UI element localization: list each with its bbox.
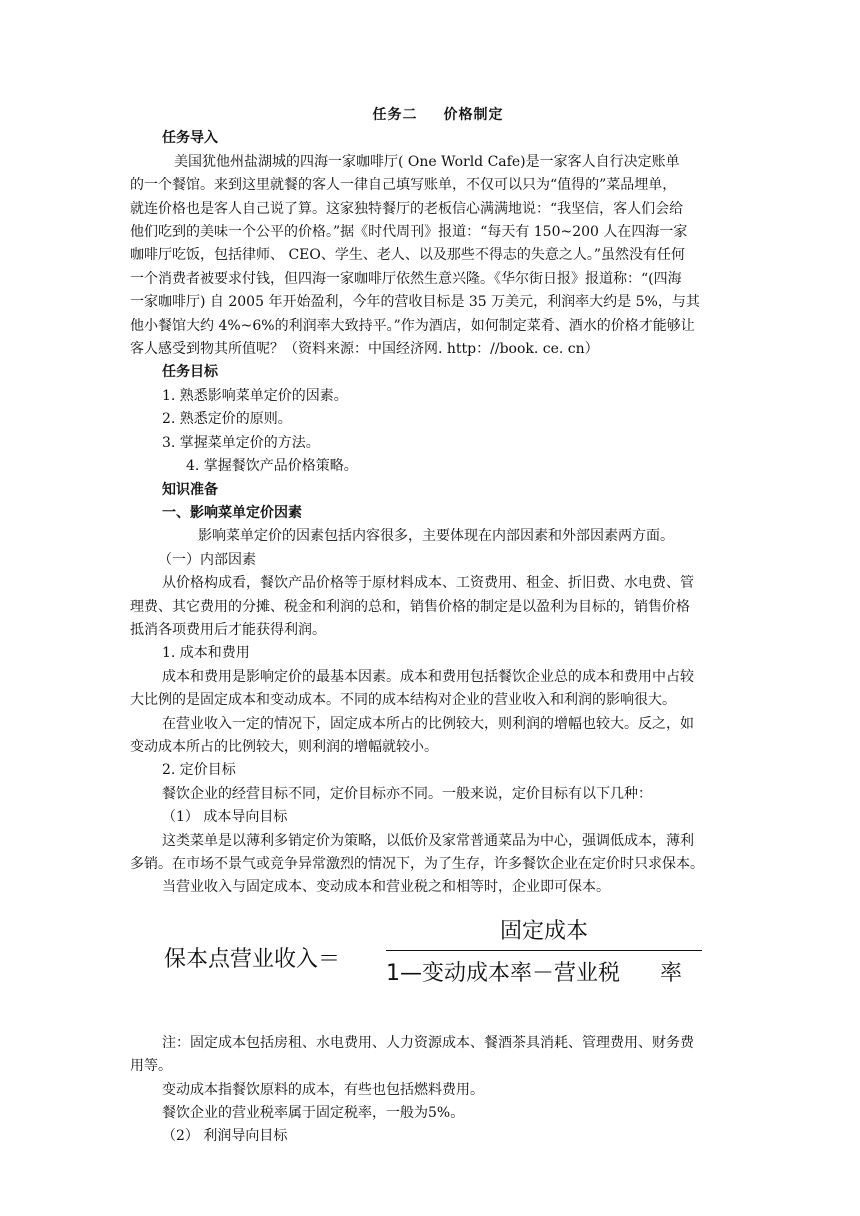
internal-line: 从价格构成看，餐饮产品价格等于原材料成本、工资费用、租金、折旧费、水电费、管	[162, 575, 694, 592]
intro-heading: 任务导入	[162, 130, 218, 147]
cost-oriented-line: 当营业收入与固定成本、变动成本和营业税之和相等时，企业即可保本。	[162, 879, 610, 896]
title-task-number: 任务二	[372, 107, 418, 123]
cost-heading: 1. 成本和费用	[162, 645, 250, 662]
title-task-name: 价格制定	[443, 107, 504, 123]
intro-line: 一家咖啡厅) 自 2005 年开始盈利，今年的营收目标是 35 万美元，利润率大约是 5%，与其	[130, 294, 700, 311]
note-paragraph	[130, 1032, 746, 1079]
target-heading: 2. 定价目标	[162, 762, 236, 779]
intro-line: 就连价格也是客人自己说了算。这家独特餐厅的老板信心满满地说：“我坚信，客人们会给	[130, 200, 684, 217]
goal-item: 1. 熟悉影响菜单定价的因素。	[162, 387, 348, 404]
cost-line: 大比例的是固定成本和变动成本。不同的成本结构对企业的营业收入和利润的影响很大。	[130, 692, 676, 709]
cost-oriented-line: 这类菜单是以薄利多销定价为策略，以低价及家常普通菜品为中心，强调低成本，薄利	[162, 832, 694, 849]
formula-denominator	[386, 956, 702, 987]
note-line: 用等。	[130, 1058, 172, 1075]
section1-heading: 一、影响菜单定价因素	[162, 504, 302, 521]
internal-line: 理费、其它费用的分摊、税金和利润的总和，销售价格的制定是以盈利为目标的，销售价格	[130, 598, 690, 615]
note-line: 注：固定成本包括房租、水电费用、人力资源成本、餐酒茶具消耗、管理费用、财务费	[162, 1034, 694, 1051]
cost-line: 成本和费用是影响定价的最基本因素。成本和费用包括餐饮企业总的成本和费用中占较	[162, 668, 694, 685]
intro-line: 他们吃到的美味一个公平的价格。”据《时代周刊》报道：“每天有 150~200 人在四海一家	[130, 224, 688, 241]
internal-line: 抵消各项费用后才能获得利润。	[130, 621, 326, 638]
formula-denominator-tail: 率	[660, 960, 683, 986]
intro-line: 一个消费者被要求付钱，但四海一家咖啡厅依然生意兴隆。《华尔街日报》报道称：“(四海	[130, 270, 682, 287]
intro-line: 客人感受到物其所值呢？（资料来源：中国经济网. http：//book. ce. cn）	[130, 341, 599, 358]
goal-heading: 任务目标	[162, 364, 218, 381]
section1-intro: 影响菜单定价的因素包括内容很多，主要体现在内部因素和外部因素两方面。	[198, 528, 674, 545]
formula-lhs: 保本点营业收入＝	[164, 946, 341, 972]
intro-line: 的一个餐馆。来到这里就餐的客人一律自己填写账单，不仅可以只为“值得的”菜品埋单，	[130, 177, 677, 194]
document-body	[130, 104, 746, 1149]
knowledge-heading: 知识准备	[162, 481, 218, 498]
cost-oriented-heading: （1） 成本导向目标	[162, 809, 288, 826]
fraction-bar	[386, 950, 702, 951]
goal-item: 4. 掌握餐饮产品价格策略。	[186, 458, 358, 475]
breakeven-formula	[130, 914, 746, 1010]
tax-rate-text: 餐饮企业的营业税率属于固定税率，一般为5%。	[162, 1105, 465, 1122]
formula-numerator: 固定成本	[499, 918, 588, 944]
profit-oriented-heading: （2） 利润导向目标	[162, 1128, 288, 1145]
target-intro: 餐饮企业的经营目标不同，定价目标亦不同。一般来说，定价目标有以下几种：	[162, 785, 652, 802]
intro-line: 美国犹他州盐湖城的四海一家咖啡厅( One World Cafe)是一家客人自行决定账单	[174, 153, 680, 170]
cost-oriented-paragraph	[130, 830, 746, 900]
intro-line: 咖啡厅吃饭，包括律师、 CEO、学生、老人、以及那些不得志的失意之人。”虽然没有任何	[130, 247, 686, 264]
goal-item: 2. 熟悉定价的原则。	[162, 411, 292, 428]
intro-paragraph	[130, 151, 746, 362]
page-title	[130, 104, 746, 127]
goal-list	[130, 385, 746, 479]
revenue-paragraph	[130, 713, 746, 760]
cost-paragraph	[130, 666, 746, 713]
intro-line: 他小餐馆大约 4%~6%的利润率大致持平。”作为酒店，如何制定菜肴、酒水的价格才能够让	[130, 317, 695, 334]
internal-heading: （一）内部因素	[158, 551, 256, 568]
internal-paragraph	[130, 572, 746, 642]
revenue-line: 在营业收入一定的情况下，固定成本所占的比例较大，则利润的增幅也较大。反之，如	[162, 715, 694, 732]
revenue-line: 变动成本所占的比例较大，则利润的增幅就较小。	[130, 738, 438, 755]
goal-item: 3. 掌握菜单定价的方法。	[162, 434, 320, 451]
formula-denominator-main: 1—变动成本率－营业税	[386, 960, 620, 986]
cost-oriented-line: 多销。在市场不景气或竞争异常激烈的情况下，为了生存，许多餐饮企业在定价时只求保本。	[130, 856, 704, 872]
variable-cost-text: 变动成本指餐饮原料的成本，有些也包括燃料费用。	[162, 1081, 484, 1098]
